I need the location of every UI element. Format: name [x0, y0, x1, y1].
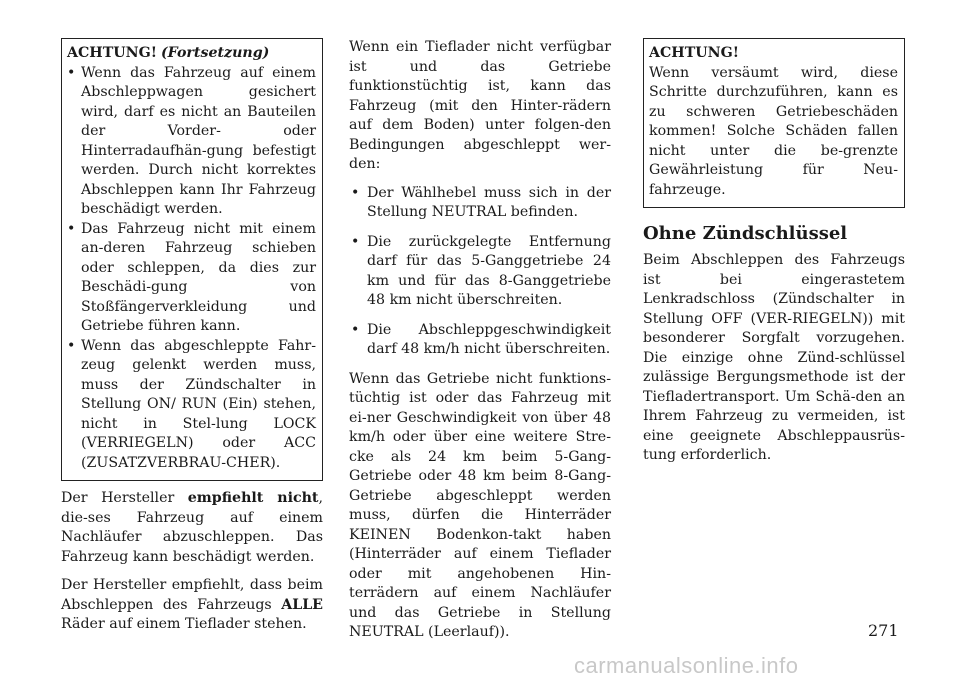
- page-number: 271: [868, 621, 899, 640]
- paragraph-text: Der Hersteller empfiehlt, dass beim Abschleppen des Fahrzeugs: [61, 577, 323, 613]
- warning-continued-label: (Fortsetzung): [160, 45, 270, 61]
- paragraph-text: Der Hersteller: [61, 490, 188, 506]
- section-heading: Ohne Zündschlüssel: [643, 223, 848, 244]
- warning-text: Wenn versäumt wird, diese Schritte durchzuführen, kann es zu schweren Getriebeschäden kommen! Solche Schäden fallen nicht unter die be-grenzte Gewährleistung für Neu-fahrzeuge.: [649, 64, 898, 198]
- warning-item: • Wenn das abgeschleppte Fahr-zeug gelenkt werden muss, muss der Zündschalter in Stellung ON/ RUN (Ein) stehen, nicht in Stel-lung LOCK (VERRIEGELN) oder ACC (ZUSATZVERBRAU-CHER).: [67, 337, 316, 474]
- paragraph-text: , die-ses Fahrzeug auf einem Nachläufer abzuschleppen. Das Fahrzeug kann beschädigt werden.: [61, 490, 323, 565]
- column-right: [643, 38, 905, 475]
- warning-box-continued: [61, 38, 323, 481]
- paragraph-no-key: Beim Abschleppen des Fahrzeugs ist bei eingerastetem Lenkradschloss (Zündschalter in Stellung OFF (VER-RIEGELN)) mit besonderer Sorgfalt vorzugehen. Die einzige ohne Zünd-schlüssel zulässige Bergungsmethode ist der Tiefladertransport. Um Schä-den an Ihrem Fahrzeug zu vermeiden, ist eine geeignete Abschleppausrüs-tung erforderlich.: [643, 252, 905, 463]
- condition-item: • Die zurückgelegte Entfernung darf für das 5-Ganggetriebe 24 km und für das 8-Ganggetriebe 48 km nicht überschreiten.: [349, 233, 611, 311]
- emphasis-text: empfiehlt nicht: [187, 490, 319, 506]
- paragraph-all-wheels: [61, 576, 323, 635]
- warning-label: ACHTUNG!: [649, 45, 739, 61]
- column-left: [61, 38, 323, 644]
- warning-item: • Das Fahrzeug nicht mit einem an-deren Fahrzeug schieben oder schleppen, da dies zur Beschädi-gung von Stoßfängerverkleidung und Getriebe führen kann.: [67, 220, 316, 337]
- warning-item: • Wenn das Fahrzeug auf einem Abschleppwagen gesichert wird, darf es nicht an Bauteilen der Vorder- oder Hinterradaufhän-gung befestigt werden. Durch nicht korrektes Abschleppen kann Ihr Fahrzeug beschädigt werden.: [67, 64, 316, 220]
- condition-item: • Die Abschleppgeschwindigkeit darf 48 km/h nicht überschreiten.: [349, 321, 611, 360]
- paragraph-not-recommended: [61, 489, 323, 567]
- emphasis-text: ALLE: [281, 596, 323, 613]
- warning-heading: [67, 44, 316, 64]
- paragraph-not-functional: Wenn das Getriebe nicht funktions-tüchtig ist oder das Fahrzeug mit ei-ner Geschwindigkeit von über 48 km/h oder über eine weitere Stre-cke als 24 km beim 5-Gang-Getriebe oder 48 km beim 8-Gang-Getriebe abgeschleppt werden muss, dürfen die Hinterräder KEINEN Bodenkon-takt haben (Hinterräder auf einem Tieflader oder mit angehobenen Hin-terrädern auf einem Nachläufer und das Getriebe in Stellung NEUTRAL (Leerlauf)).: [349, 370, 611, 640]
- paragraph-text: Räder auf einem Tieflader stehen.: [61, 616, 307, 632]
- paragraph-intro: Wenn ein Tieflader nicht verfügbar ist und das Getriebe funktionstüchtig ist, kann das Fahrzeug (mit den Hinter-rädern auf dem Boden) unter folgen-den Bedingungen abgeschleppt wer-den:: [349, 39, 611, 172]
- warning-list: [67, 64, 316, 474]
- condition-item: • Der Wählhebel muss sich in der Stellung NEUTRAL befinden.: [349, 184, 611, 223]
- watermark-text: carmanualsonline.info: [574, 653, 799, 678]
- warning-label: ACHTUNG!: [67, 45, 157, 61]
- conditions-list: [349, 184, 611, 360]
- warning-box: [643, 38, 905, 208]
- column-middle: [349, 38, 611, 652]
